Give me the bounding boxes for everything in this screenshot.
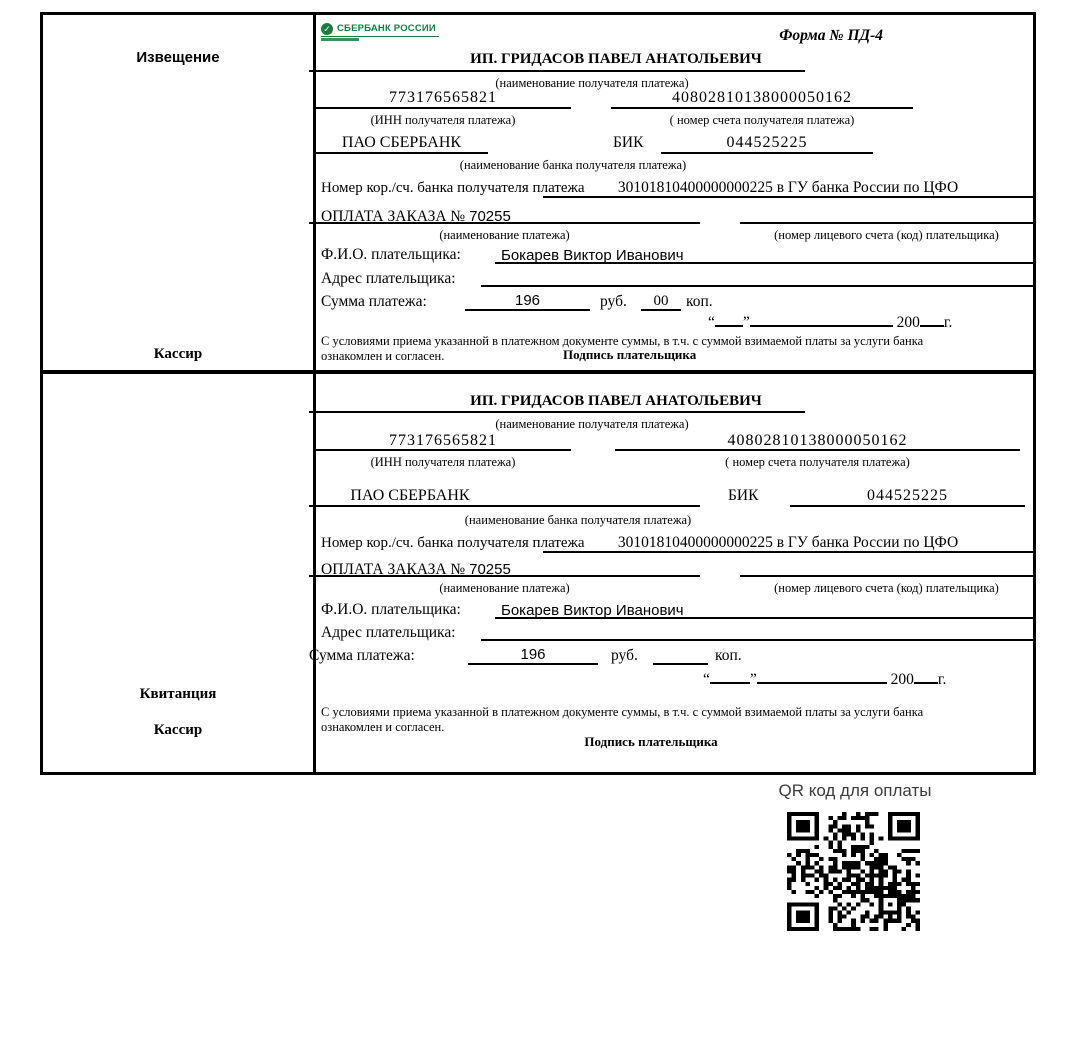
payer-name: Бокарев Виктор Иванович <box>501 247 684 264</box>
sberbank-logo-text: СБЕРБАНК РОССИИ <box>337 22 436 34</box>
date-day-blank <box>710 667 750 684</box>
underline <box>481 639 1033 641</box>
notice-cashier-label: Кассир <box>153 346 203 362</box>
sum-kop-value: 00 <box>653 293 669 309</box>
agreement-text-line2: ознакомлен и согласен. <box>321 349 445 363</box>
underline <box>653 663 708 665</box>
notice-side-label: Извещение <box>136 49 220 66</box>
corr-account-label: Номер кор./сч. банка получателя платежа <box>321 535 585 551</box>
year-prefix: 200 <box>890 671 914 688</box>
account-caption: ( номер счета получателя платежа) <box>669 113 855 127</box>
signature-label: Подпись плательщика <box>563 347 697 362</box>
sberbank-disc-icon: ✓ <box>321 23 333 35</box>
date-month-blank <box>757 667 887 684</box>
payer-name: Бокарев Виктор Иванович <box>501 602 684 619</box>
rule-line <box>309 70 805 72</box>
corr-account-value: 30101810400000000225 в ГУ банка России по ЦФО <box>617 534 959 551</box>
quote-open: “ <box>703 671 710 688</box>
quote-open: “ <box>708 314 715 331</box>
date-day-blank <box>715 310 743 327</box>
payee-account: 40802810138000050162 <box>727 432 908 449</box>
payment-caption: (наименование платежа) <box>439 228 570 242</box>
order-number: 70255 <box>469 561 511 578</box>
qr-code-image <box>787 812 920 931</box>
personal-account-caption: (номер лицевого счета (код) плательщика) <box>774 581 999 595</box>
bank-name: ПАО СБЕРБАНК <box>341 134 462 151</box>
underline <box>315 449 571 451</box>
agreement-text-line2: ознакомлен и согласен. <box>321 720 445 734</box>
receipt-side-label: Квитанция <box>139 686 217 702</box>
qr-code <box>787 812 920 931</box>
bank-caption: (наименование банка получателя платежа) <box>459 158 687 172</box>
bank-caption: (наименование банка получателя платежа) <box>464 513 692 527</box>
underline <box>641 309 681 311</box>
underline <box>465 309 590 311</box>
sum-label: Сумма платежа: <box>309 647 415 664</box>
underline <box>495 262 1033 264</box>
underline <box>740 222 1033 224</box>
underline <box>661 152 873 154</box>
underline <box>790 505 1025 507</box>
underline <box>309 575 700 577</box>
underline <box>315 107 571 109</box>
payer-label: Ф.И.О. плательщика: <box>321 246 461 263</box>
sum-rub-value: 196 <box>520 646 546 663</box>
payee-inn: 773176565821 <box>389 89 497 106</box>
date-year-blank <box>920 310 944 327</box>
rub-label: руб. <box>600 293 627 310</box>
underline <box>315 152 488 154</box>
underline <box>309 505 700 507</box>
address-label: Адрес плательщика: <box>321 270 456 287</box>
order-number: 70255 <box>469 208 511 225</box>
underline <box>309 222 700 224</box>
payment-name-label: ОПЛАТА ЗАКАЗА № <box>321 561 466 578</box>
kop-label: коп. <box>686 293 713 310</box>
underline <box>468 663 598 665</box>
bik-label: БИК <box>613 134 644 151</box>
kop-label: коп. <box>715 647 742 664</box>
signature-label: Подпись плательщика <box>584 734 718 749</box>
payee-caption: (наименование получателя платежа) <box>495 417 689 431</box>
payee-name: ИП. ГРИДАСОВ ПАВЕЛ АНАТОЛЬЕВИЧ <box>470 393 762 409</box>
sberbank-logo-row <box>321 23 439 37</box>
sum-label: Сумма платежа: <box>321 293 427 310</box>
underline <box>543 551 1033 553</box>
agreement-text-line1: С условиями приема указанной в платежном документе суммы, в т.ч. с суммой взимаемой платы за услуги банка <box>321 705 924 719</box>
agreement-text-line1: С условиями приема указанной в платежном документе суммы, в т.ч. с суммой взимаемой платы за услуги банка <box>321 334 924 348</box>
form-number-label: Форма № ПД-4 <box>779 27 883 44</box>
inn-caption: (ИНН получателя платежа) <box>370 113 516 127</box>
payer-label: Ф.И.О. плательщика: <box>321 601 461 618</box>
underline <box>615 449 1020 451</box>
sum-rub-value: 196 <box>514 292 541 309</box>
receipt-cashier-label: Кассир <box>153 722 203 738</box>
payment-caption: (наименование платежа) <box>439 581 570 595</box>
year-prefix: 200 <box>896 314 920 331</box>
qr-caption: QR код для оплаты <box>778 781 932 800</box>
payee-caption: (наименование получателя платежа) <box>495 76 689 90</box>
bik-label: БИК <box>728 487 759 504</box>
bik-value: 044525225 <box>867 487 948 504</box>
payment-form-pd4 <box>40 12 1036 775</box>
year-suffix: г. <box>937 671 947 688</box>
account-caption: ( номер счета получателя платежа) <box>725 455 910 469</box>
underline <box>740 575 1033 577</box>
inn-caption: (ИНН получателя платежа) <box>370 455 516 469</box>
bank-name: ПАО СБЕРБАНК <box>350 487 470 504</box>
payee-inn: 773176565821 <box>389 432 497 449</box>
payee-account: 40802810138000050162 <box>672 89 852 106</box>
date-month-blank <box>750 310 893 327</box>
underline <box>611 107 913 109</box>
rub-label: руб. <box>611 647 638 664</box>
corr-account-label: Номер кор./сч. банка получателя платежа <box>321 180 585 196</box>
bik-value: 044525225 <box>726 134 808 151</box>
payment-name-label: ОПЛАТА ЗАКАЗА № <box>321 208 466 225</box>
rule-line <box>309 411 805 413</box>
underline <box>543 196 1033 198</box>
address-label: Адрес плательщика: <box>321 624 456 641</box>
year-suffix: г. <box>943 314 953 331</box>
sberbank-logo <box>321 23 481 41</box>
payee-name: ИП. ГРИДАСОВ ПАВЕЛ АНАТОЛЬЕВИЧ <box>470 51 762 67</box>
underline <box>481 285 1033 287</box>
personal-account-caption: (номер лицевого счета (код) плательщика) <box>774 228 999 242</box>
date-line <box>708 310 952 332</box>
quote-close: ” <box>749 671 757 688</box>
underline <box>495 617 1033 619</box>
section-divider <box>43 370 1033 374</box>
sberbank-tagline-bar <box>321 38 359 41</box>
quote-close: ” <box>742 314 750 331</box>
date-year-blank <box>914 667 938 684</box>
corr-account-value: 30101810400000000225 в ГУ банка России по ЦФО <box>617 179 959 196</box>
date-line <box>703 667 946 689</box>
